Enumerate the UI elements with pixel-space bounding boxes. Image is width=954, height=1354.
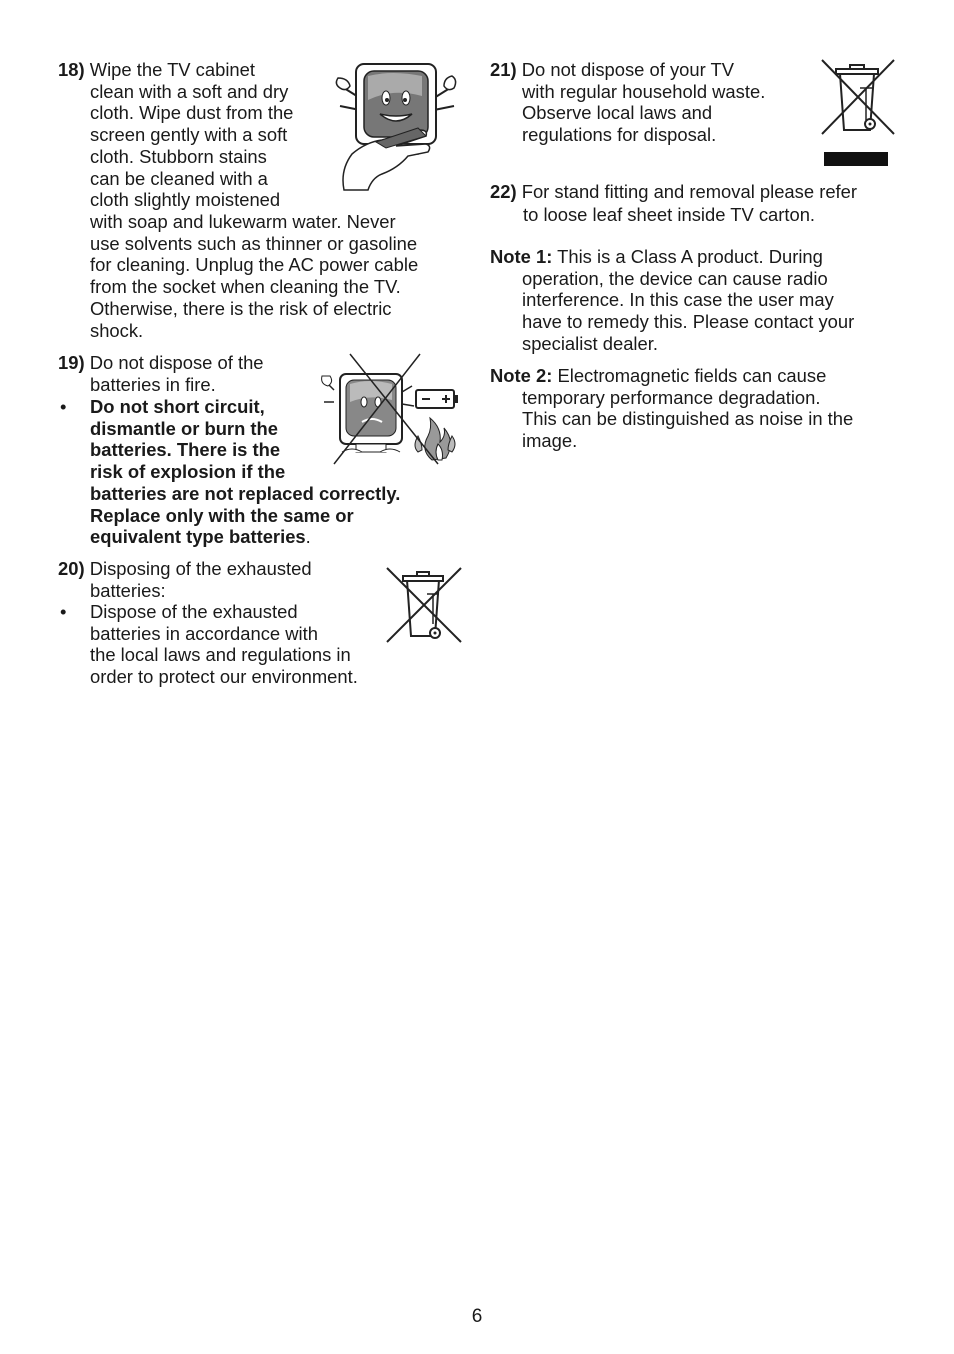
note-2 [490,365,910,452]
item-20-line: Disposing of the exhausted [89,558,312,579]
item-18 [58,59,338,211]
note-2-line: temporary performance degradation. [522,386,821,408]
item-18-continued [90,211,470,341]
note-2-line: Electromagnetic fields can cause [557,365,827,386]
crossed-bin-weee-icon [818,58,896,168]
note-1 [490,246,910,355]
item-18-line: cloth slightly moistened [90,189,281,211]
item-19-warning-period: . [305,526,311,548]
item-21 [490,59,810,146]
item-18-line: Otherwise, there is the risk of electric [90,297,392,319]
item-22-line: to loose leaf sheet inside TV carton. [523,203,816,225]
item-20-bullet-line: Dispose of the exhausted [90,601,298,622]
item-20 [58,558,358,601]
item-20-bullet-line: order to protect our environment. [90,666,358,688]
item-22-line: For stand fitting and removal please refer [521,181,858,202]
no-battery-fire-icon [320,352,468,467]
page-number: 6 [471,1306,483,1327]
item-18-number: 18) [58,59,85,80]
item-19-number: 19) [58,352,85,373]
item-18-line: clean with a soft and dry [90,80,289,102]
item-19-warning-line: Do not short circuit, [90,396,265,417]
tv-cleaning-icon [330,58,465,193]
note-2-line: image. [522,430,578,452]
item-19-warning-line: batteries. There is the [90,439,281,461]
item-18-line: can be cleaned with a [90,167,268,189]
note-1-line: interference. In this case the user may [522,289,834,311]
item-21-line: Observe local laws and [522,102,713,124]
item-19 [58,352,318,395]
item-20-bullet-text [90,601,390,688]
item-19-warning-line: Replace only with the same or [90,504,354,526]
item-18-line: use solvents such as thinner or gasoline [90,232,418,254]
note-1-label: Note 1: [490,246,553,267]
item-21-number: 21) [490,59,517,80]
item-19-line: batteries in fire. [90,373,216,395]
item-19-line: Do not dispose of the [89,352,264,373]
item-18-line: screen gently with a soft [90,124,288,146]
item-19-warning-line: equivalent type batteries [90,526,306,548]
note-1-line: specialist dealer. [522,332,658,354]
note-1-line: operation, the device can cause radio [522,267,828,289]
item-18-line: cloth. Wipe dust from the [90,102,294,124]
item-18-line: shock. [90,319,144,341]
note-1-line: This is a Class A product. During [557,246,823,267]
item-18-line: Wipe the TV cabinet [89,59,255,80]
item-22-number: 22) [490,181,517,202]
item-19-warning-line: batteries are not replaced correctly. [90,482,401,504]
item-20-line: batteries: [90,579,166,601]
item-20-number: 20) [58,558,85,579]
item-21-line: with regular household waste. [522,80,766,102]
item-20-bullet-line: batteries in accordance with [90,622,318,644]
item-21-line: regulations for disposal. [522,124,717,146]
note-1-line: have to remedy this. Please contact your [522,311,855,333]
item-19-warning-line: risk of explosion if the [90,461,286,483]
item-18-line: cloth. Stubborn stains [90,145,267,167]
item-18-line: from the socket when cleaning the TV. [90,276,401,298]
item-20-bullet: • [60,601,67,622]
crossed-bin-icon [383,566,463,644]
item-22 [490,181,910,225]
item-20-bullet-line: the local laws and regulations in [90,644,351,666]
item-18-line: with soap and lukewarm water. Never [90,211,396,232]
item-19-warning-line: dismantle or burn the [90,417,279,439]
item-19-bullet: • [60,396,67,417]
note-2-label: Note 2: [490,365,553,386]
item-21-line: Do not dispose of your TV [521,59,735,80]
item-18-line: for cleaning. Unplug the AC power cable [90,254,419,276]
note-2-line: This can be distinguished as noise in the [522,408,854,430]
